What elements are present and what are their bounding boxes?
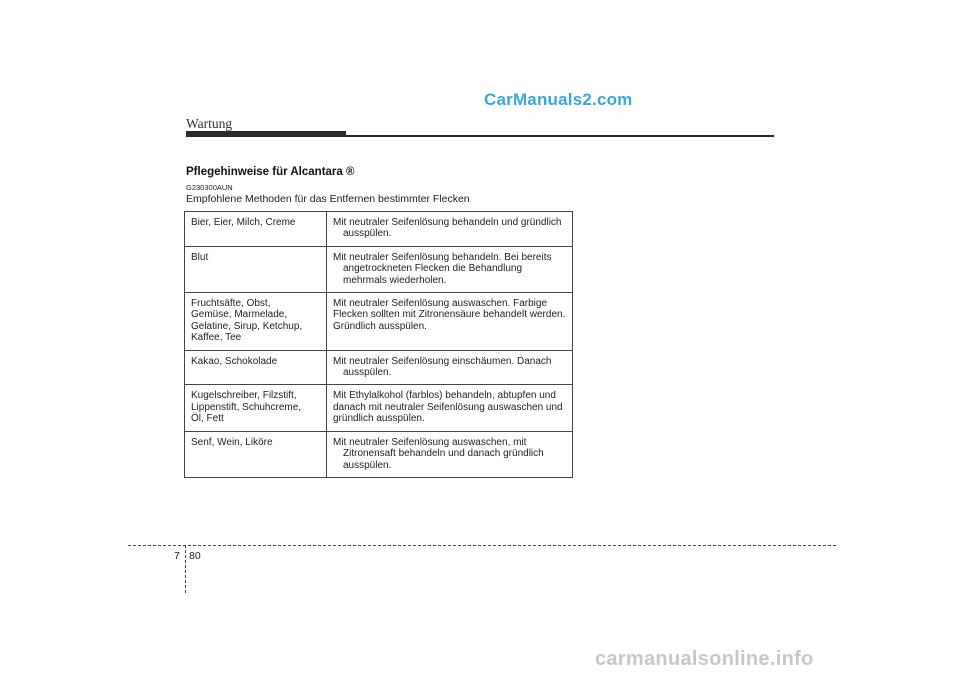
stain-line: Gemüse, Marmelade, (191, 309, 288, 321)
stain-table (184, 211, 573, 478)
watermark-top: CarManuals2.com (484, 90, 633, 109)
stain-line: Öl, Fett (191, 413, 224, 425)
treatment-text: Mit Ethylalkohol (farblos) behandeln, abtupfen und danach mit neutraler Seifenlösung auswaschen und gründlich ausspülen. (333, 390, 563, 425)
treatment-text: Mit neutraler Seifenlösung behandeln. Bei bereits angetrockneten Flecken die Behandlung mehrmals wiederholen. (333, 251, 552, 286)
treatment-text: Mit neutraler Seifenlösung behandeln und gründlich ausspülen. (333, 217, 562, 240)
footer-divider (185, 545, 186, 593)
page-number: 80 (189, 550, 201, 562)
stain-cell (185, 246, 327, 292)
treatment-cell (327, 246, 573, 292)
stain-cell (185, 385, 327, 431)
stain-cell (185, 293, 327, 351)
section-title: Wartung (186, 116, 233, 131)
table-row (185, 212, 573, 247)
stain-cell (185, 350, 327, 385)
treatment-text: Mit neutraler Seifenlösung auswaschen, mit Zitronensaft behandeln und danach gründlich ausspülen. (333, 436, 544, 471)
table-row (185, 431, 573, 477)
reference-code: G230300AUN (186, 183, 233, 192)
table-row (185, 246, 573, 292)
treatment-cell (327, 385, 573, 431)
table-row (185, 350, 573, 385)
footer-rule (128, 545, 836, 546)
stain-line: Kugelschreiber, Filzstift, (191, 390, 297, 402)
stain-line: Lippenstift, Schuhcreme, (191, 401, 302, 413)
stain-line: Blut (191, 251, 209, 263)
treatment-cell (327, 350, 573, 385)
intro-text: Empfohlene Methoden für das Entfernen bestimmter Flecken (186, 193, 470, 205)
stain-line: Kakao, Schokolade (191, 355, 278, 367)
table-row (185, 293, 573, 351)
stain-cell (185, 431, 327, 477)
stain-line: Kaffee, Tee (191, 332, 242, 344)
watermark-bottom: carmanualsonline.info (595, 648, 814, 670)
treatment-cell (327, 431, 573, 477)
stain-line: Gelatine, Sirup, Ketchup, (191, 320, 303, 332)
stain-cell (185, 212, 327, 247)
treatment-cell (327, 212, 573, 247)
stain-line: Fruchtsäfte, Obst, (191, 298, 271, 310)
treatment-cell (327, 293, 573, 351)
header-rule-thin (346, 135, 774, 137)
page-heading: Pflegehinweise für Alcantara ® (186, 166, 355, 178)
table-row (185, 385, 573, 431)
chapter-number: 7 (174, 550, 180, 562)
header-rule-thick (186, 131, 346, 137)
stain-line: Senf, Wein, Liköre (191, 436, 273, 448)
treatment-text: Mit neutraler Seifenlösung auswaschen. Farbige Flecken sollten mit Zitronensäure behandelt werden. Gründlich ausspülen. (333, 298, 566, 332)
stain-line: Bier, Eier, Milch, Creme (191, 217, 296, 228)
treatment-text: Mit neutraler Seifenlösung einschäumen. Danach ausspülen. (333, 355, 552, 379)
